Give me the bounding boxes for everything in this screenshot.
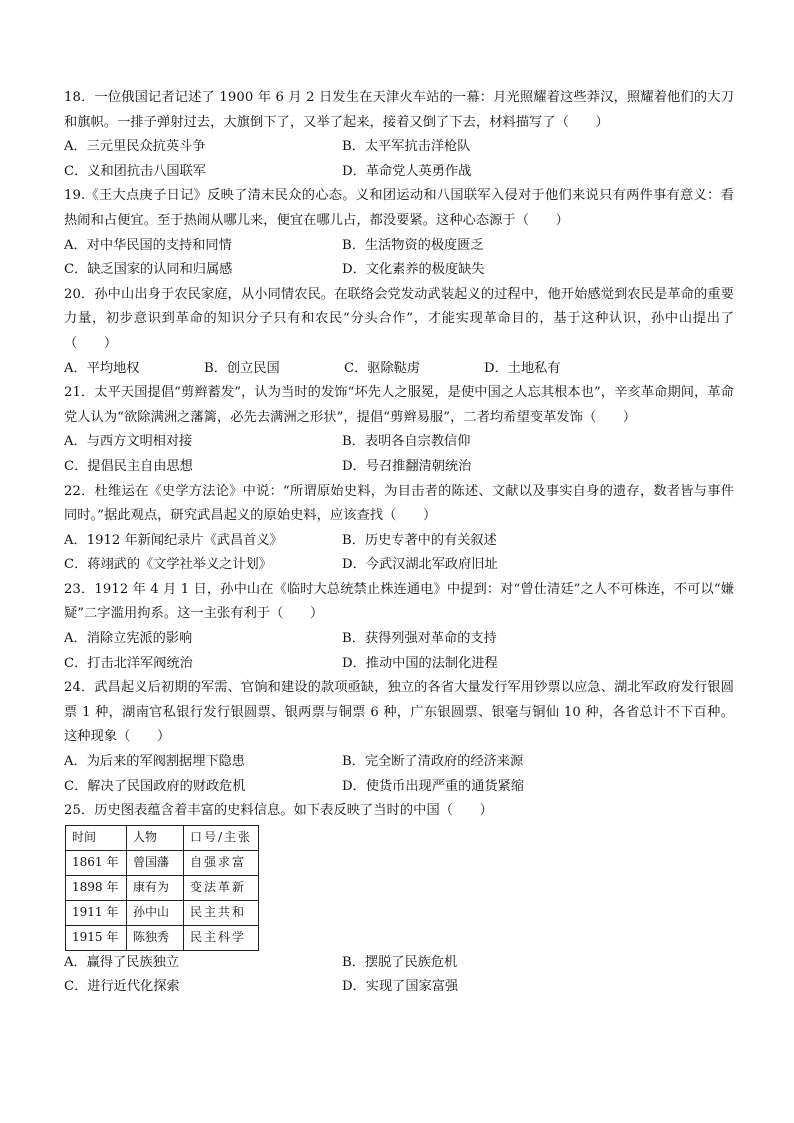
option-list [64, 430, 734, 479]
table-row [66, 850, 259, 875]
option-b[interactable]: B．太平军抗击洋枪队 [342, 139, 471, 155]
option-list [64, 234, 734, 283]
option-list [64, 529, 734, 578]
option-a[interactable]: A．平均地权 [64, 360, 140, 376]
option-c[interactable]: C．进行近代化探索 [64, 979, 180, 995]
question-19 [64, 184, 734, 282]
question-stem: 21．太平天国提倡“剪辫蓄发”，认为当时的发饰“坏先人之服冕，是使中国之人忘其根本也”，辛亥革命期间，革命党人认为“欲除满洲之藩篱，必先去满洲之形状”，提倡“剪辫易服”，二者均希望变革发饰（ ） [64, 385, 734, 425]
question-21 [64, 381, 734, 479]
question-22 [64, 480, 734, 578]
table-header-row [66, 825, 259, 850]
option-d[interactable]: D．推动中国的法制化进程 [342, 655, 498, 671]
question-stem: 23．1912 年 4 月 1 日，孙中山在《临时大总统禁止株连通电》中提到：对“曾仕清廷”之人不可株连，不可以“嫌疑”二字滥用拘系。这一主张有利于（ ） [64, 581, 734, 622]
table-cell: 1898 年 [66, 875, 127, 900]
option-d[interactable]: D．今武汉湖北军政府旧址 [342, 557, 498, 573]
table-header-cell: 时间 [66, 825, 127, 850]
history-table [65, 825, 259, 951]
option-a[interactable]: A．为后来的军阀割据埋下隐患 [64, 754, 245, 770]
option-list [64, 750, 734, 799]
question-stem: 24．武昌起义后初期的军需、官饷和建设的款项亟缺，独立的各省大量发行军用钞票以应急、湖北军政府发行银圆票 1 种，湖南官私银行发行银圆票、银两票与铜票 6 种，广东银圆票、银毫与铜仙 10 种，各省总计不下百种。这种现象（ ） [64, 680, 734, 745]
question-stem: 19.《王大点庚子日记》反映了清末民众的心态。义和团运动和八国联军入侵对于他们来说只有两件事有意义：看热闹和占便宜。至于热闹从哪儿来，便宜在哪儿占，都没要紧。这种心态源于（ ） [64, 188, 734, 228]
option-list [64, 135, 734, 184]
option-list [64, 357, 734, 382]
table-cell: 自强求富 [184, 850, 259, 875]
table-cell: 孙中山 [127, 900, 184, 925]
table-row [66, 875, 259, 900]
table-cell: 1915 年 [66, 925, 127, 950]
option-b[interactable]: B．完全断了清政府的经济来源 [342, 754, 524, 770]
option-d[interactable]: D．土地私有 [484, 360, 561, 376]
table-row [66, 925, 259, 950]
option-c[interactable]: C．义和团抗击八国联军 [64, 163, 206, 179]
question-24 [64, 676, 734, 799]
option-c[interactable]: C．缺乏国家的认同和归属感 [64, 262, 233, 278]
option-list [64, 627, 734, 676]
table-cell: 变法革新 [184, 875, 259, 900]
table-header-cell: 口号/主张 [184, 825, 259, 850]
option-a[interactable]: A．1912 年新闻纪录片《武昌首义》 [64, 532, 283, 548]
option-b[interactable]: B．表明各自宗教信仰 [342, 434, 471, 450]
option-a[interactable]: A．与西方文明相对接 [64, 434, 193, 450]
option-c[interactable]: C．蒋翊武的《文学社举义之计划》 [64, 557, 272, 573]
option-b[interactable]: B．获得列强对革命的支持 [342, 631, 497, 647]
option-a[interactable]: A．消除立宪派的影响 [64, 631, 193, 647]
option-b[interactable]: B．历史专著中的有关叙述 [342, 532, 497, 548]
option-a[interactable]: A．对中华民国的支持和同情 [64, 237, 232, 253]
option-list [64, 951, 734, 1000]
table-cell: 曾国藩 [127, 850, 184, 875]
table-cell: 民主科学 [184, 925, 259, 950]
question-23 [64, 578, 734, 676]
question-stem: 22．杜维运在《史学方法论》中说：“所谓原始史料，为目击者的陈述、文献以及事实自身的遗存，数者皆与事件同时。”据此观点，研究武昌起义的原始史料，应该查找（ ） [64, 483, 734, 524]
option-d[interactable]: D．实现了国家富强 [342, 979, 459, 995]
option-d[interactable]: D．文化素养的极度缺失 [342, 262, 485, 278]
table-cell: 1911 年 [66, 900, 127, 925]
option-b[interactable]: B．摆脱了民族危机 [342, 954, 458, 970]
question-stem: 25．历史图表蕴含着丰富的史料信息。如下表反映了当时的中国（ ） [64, 803, 493, 819]
table-header-cell: 人物 [127, 825, 184, 850]
option-d[interactable]: D．号召推翻清朝统治 [342, 458, 472, 474]
option-a[interactable]: A．赢得了民族独立 [64, 954, 180, 970]
table-cell: 1861 年 [66, 850, 127, 875]
question-20 [64, 283, 734, 381]
option-a[interactable]: A．三元里民众抗英斗争 [64, 139, 206, 155]
table-row [66, 900, 259, 925]
option-b[interactable]: B．生活物资的极度匮乏 [342, 237, 484, 253]
option-d[interactable]: D．革命党人英勇作战 [342, 163, 472, 179]
question-stem: 20．孙中山出身于农民家庭，从小同情农民。在联络会党发动武装起义的过程中，他开始感觉到农民是革命的重要力量，初步意识到革命的知识分子只有和农民“分头合作”，才能实现革命目的，基于这种认识，孙中山提出了（ ） [64, 286, 734, 351]
question-stem: 18．一位俄国记者记述了 1900 年 6 月 2 日发生在天津火车站的一幕：月光照耀着这些莽汉，照耀着他们的大刀和旗帜。一排子弹射过去，大旗倒下了，又举了起来，接着又倒了下去，材料描写了（ ） [64, 90, 734, 130]
option-c[interactable]: C．驱除鞑虏 [344, 360, 421, 376]
option-c[interactable]: C．打击北洋军阀统治 [64, 655, 193, 671]
option-c[interactable]: C．提倡民主自由思想 [64, 458, 193, 474]
option-c[interactable]: C．解决了民国政府的财政危机 [64, 778, 246, 794]
table-cell: 陈独秀 [127, 925, 184, 950]
option-d[interactable]: D．使货币出现严重的通货紧缩 [342, 778, 525, 794]
question-25 [64, 799, 734, 1000]
table-cell: 民主共和 [184, 900, 259, 925]
option-b[interactable]: B．创立民国 [204, 360, 280, 376]
table-cell: 康有为 [127, 875, 184, 900]
exam-page [64, 86, 734, 1000]
question-18 [64, 86, 734, 184]
